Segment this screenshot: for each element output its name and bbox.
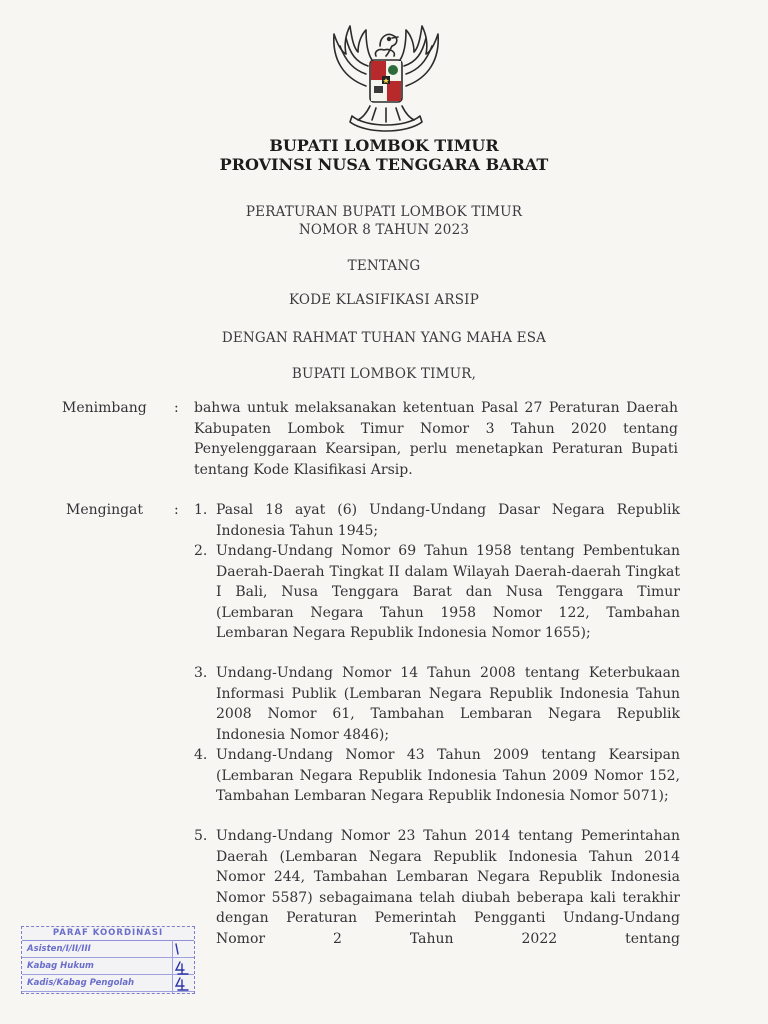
garuda-emblem-icon — [326, 16, 446, 134]
list-item-text: Undang-Undang Nomor 69 Tahun 1958 tentang Pembentukan Daerah-Daerah Tingkat II dalam Wilayah Daerah-daerah Tingkat I Bali, Nusa Tenggara Barat dan Nusa Tenggara Timur (Lembaran Negara Tahun 1958 Nomor 122, Tambahan Lembaran Negara Republik Indonesia Nomor 1655); — [216, 543, 680, 641]
coordination-stamp — [21, 926, 195, 994]
header-province-title: PROVINSI NUSA TENGGARA BARAT — [219, 155, 549, 174]
regulation-subject: KODE KLASIFIKASI ARSIP — [289, 292, 479, 308]
list-item-number: 5. — [194, 828, 208, 844]
list-item-number: 3. — [194, 665, 208, 681]
list-item-text: Undang-Undang Nomor 23 Tahun 2014 tentang Pemerintahan Daerah (Lembaran Negara Republik Indonesia Tahun 2014 Nomor 244, Tambahan Lembaran Negara Republik Indonesia Nomor 5587) sebagaimana telah diubah beberapa kali terakhir dengan Peraturan Pemerintah Pengganti Undang-Undang Nomor 2 Tahun 2022 tentang — [216, 828, 680, 947]
stamp-title: PARAF KOORDINASI — [22, 927, 194, 941]
list-item-number: 1. — [194, 502, 208, 518]
menimbang-label: Menimbang — [62, 400, 147, 416]
mengingat-colon: : — [174, 502, 179, 518]
regulation-title: PERATURAN BUPATI LOMBOK TIMUR — [245, 204, 523, 220]
header-regent-title: BUPATI LOMBOK TIMUR — [269, 136, 499, 155]
mengingat-label: Mengingat — [66, 502, 144, 518]
menimbang-colon: : — [174, 400, 179, 416]
menimbang-text: bahwa untuk melaksanakan ketentuan Pasal 27 Peraturan Daerah Kabupaten Lombok Timur Nomor 3 Tahun 2020 tentang Penyelenggaraan Kearsipan, perlu menetapkan Peraturan Bupati tentang Kode Klasifikasi Arsip. — [194, 400, 678, 478]
authority-line: BUPATI LOMBOK TIMUR, — [291, 366, 477, 382]
list-item-number: 2. — [194, 543, 208, 559]
stamp-row-agency-head: Kadis/Kabag Pengolah — [22, 975, 194, 992]
list-item-text: Pasal 18 ayat (6) Undang-Undang Dasar Negara Republik Indonesia Tahun 1945; — [216, 502, 680, 539]
blessing-line: DENGAN RAHMAT TUHAN YANG MAHA ESA — [221, 330, 547, 346]
list-item-text: Undang-Undang Nomor 43 Tahun 2009 tentang Kearsipan (Lembaran Negara Republik Indonesia Tahun 2009 Nomor 152, Tambahan Lembaran Negara Republik Indonesia Nomor 5071); — [216, 747, 680, 804]
regulation-number: NOMOR 8 TAHUN 2023 — [298, 222, 470, 238]
stamp-row-legal-head: Kabag Hukum — [22, 958, 194, 975]
stamp-row-assistant: Asisten/I/II/III — [22, 941, 194, 958]
regulation-about: TENTANG — [347, 258, 421, 274]
list-item-number: 4. — [194, 747, 208, 763]
list-item-text: Undang-Undang Nomor 14 Tahun 2008 tentang Keterbukaan Informasi Publik (Lembaran Negara Republik Indonesia Tahun 2008 Nomor 61, Tambahan Lembaran Negara Republik Indonesia Nomor 4846); — [216, 665, 680, 743]
initial-signature-icon — [172, 940, 194, 993]
